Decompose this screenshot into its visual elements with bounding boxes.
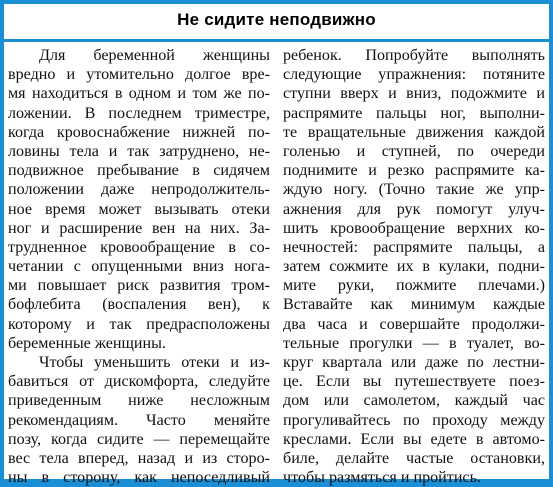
text-line: два часа и совершайте продолжи- [283,315,545,333]
article-panel [4,4,549,487]
text-line: Вставайте как минимум каждые [283,296,545,314]
text-line: чтобы размяться и пройтись. [283,469,481,487]
text-line: следующие упражнения: потяните [283,66,545,84]
text-line: ног и расширение вен на них. За- [8,219,270,237]
text-line: положении даже непродолжитель- [8,181,270,199]
text-line: вредно и утомительно долгое вре- [8,66,270,84]
text-line: рекомендациям. Часто меняйте [8,411,270,429]
text-line: ребенок. Попробуйте выполнять [283,47,545,64]
text-line: ложении. В последнем триместре, [8,104,270,122]
text-line: ступни вверх и вниз, подожмите и [283,85,545,103]
text-line: приведенным ниже несложным [8,392,270,410]
text-line: подвижное пребывание в сидячем [8,162,270,180]
text-line: затем сожмите их в кулаки, подни- [283,258,545,276]
text-line: дом или самолетом, каждый час [283,392,545,410]
title-divider [4,39,549,42]
text-line: биле, делайте частые остановки, [283,449,545,467]
text-line: распрямите пальцы ног, выполни- [283,104,545,122]
left-column [8,46,270,487]
text-line: це. Если вы путешествуете поез- [283,373,545,391]
text-line: ны в сторону, как непоседливый [8,469,270,487]
text-line: мите руки, пожмите плечами.) [283,277,545,295]
text-line: поднимите и резко распрямите ка- [283,162,545,180]
text-line: четании с опущенными вниз нога- [8,258,270,276]
text-line: прогуливайтесь по проходу между [283,411,545,429]
text-line: Чтобы уменьшить отеки и из- [39,354,270,371]
text-line: круг квартала или даже по лестни- [283,354,545,371]
text-line: ное время может вызывать отеки [8,200,270,218]
text-line: шить кровообращение верхних ко- [283,219,545,237]
text-line: те вращательные движения каждой [283,123,545,141]
text-line: ажнения для рук помогут улуч- [283,200,545,218]
text-line: бофлебита (воспаления вен), к [8,296,270,314]
text-line: креслами. Если вы едете в автомо- [283,430,545,448]
text-line: ждую ногу. (Точно такие же упр- [283,181,545,199]
text-line: трудненное кровообращение в со- [8,238,270,256]
right-column [283,46,545,487]
text-line: бавиться от дискомфорта, следуйте [8,373,270,391]
text-line: беременные женщины. [8,334,166,352]
text-line: вес тела вперед, назад и из сторо- [8,449,270,467]
text-line: нечностей: распрямите пальцы, а [283,238,545,256]
text-line: тельные прогулки — в туалет, во- [283,334,545,352]
text-line: мя находиться в одном и том же по- [8,85,270,103]
text-line: когда кровоснабжение нижней по- [8,123,270,141]
article-title: Не сидите неподвижно [177,10,376,29]
text-line: Для беременной женщины [39,47,270,64]
text-line: голенью и ступней, по очереди [283,142,545,160]
text-line: которому и так предрасположены [8,315,270,333]
text-line: ловины тела и так затруднено, не- [8,142,270,160]
text-line: ми повышает риск развития тром- [8,277,270,295]
text-line: позу, когда сидите — перемещайте [8,430,270,448]
